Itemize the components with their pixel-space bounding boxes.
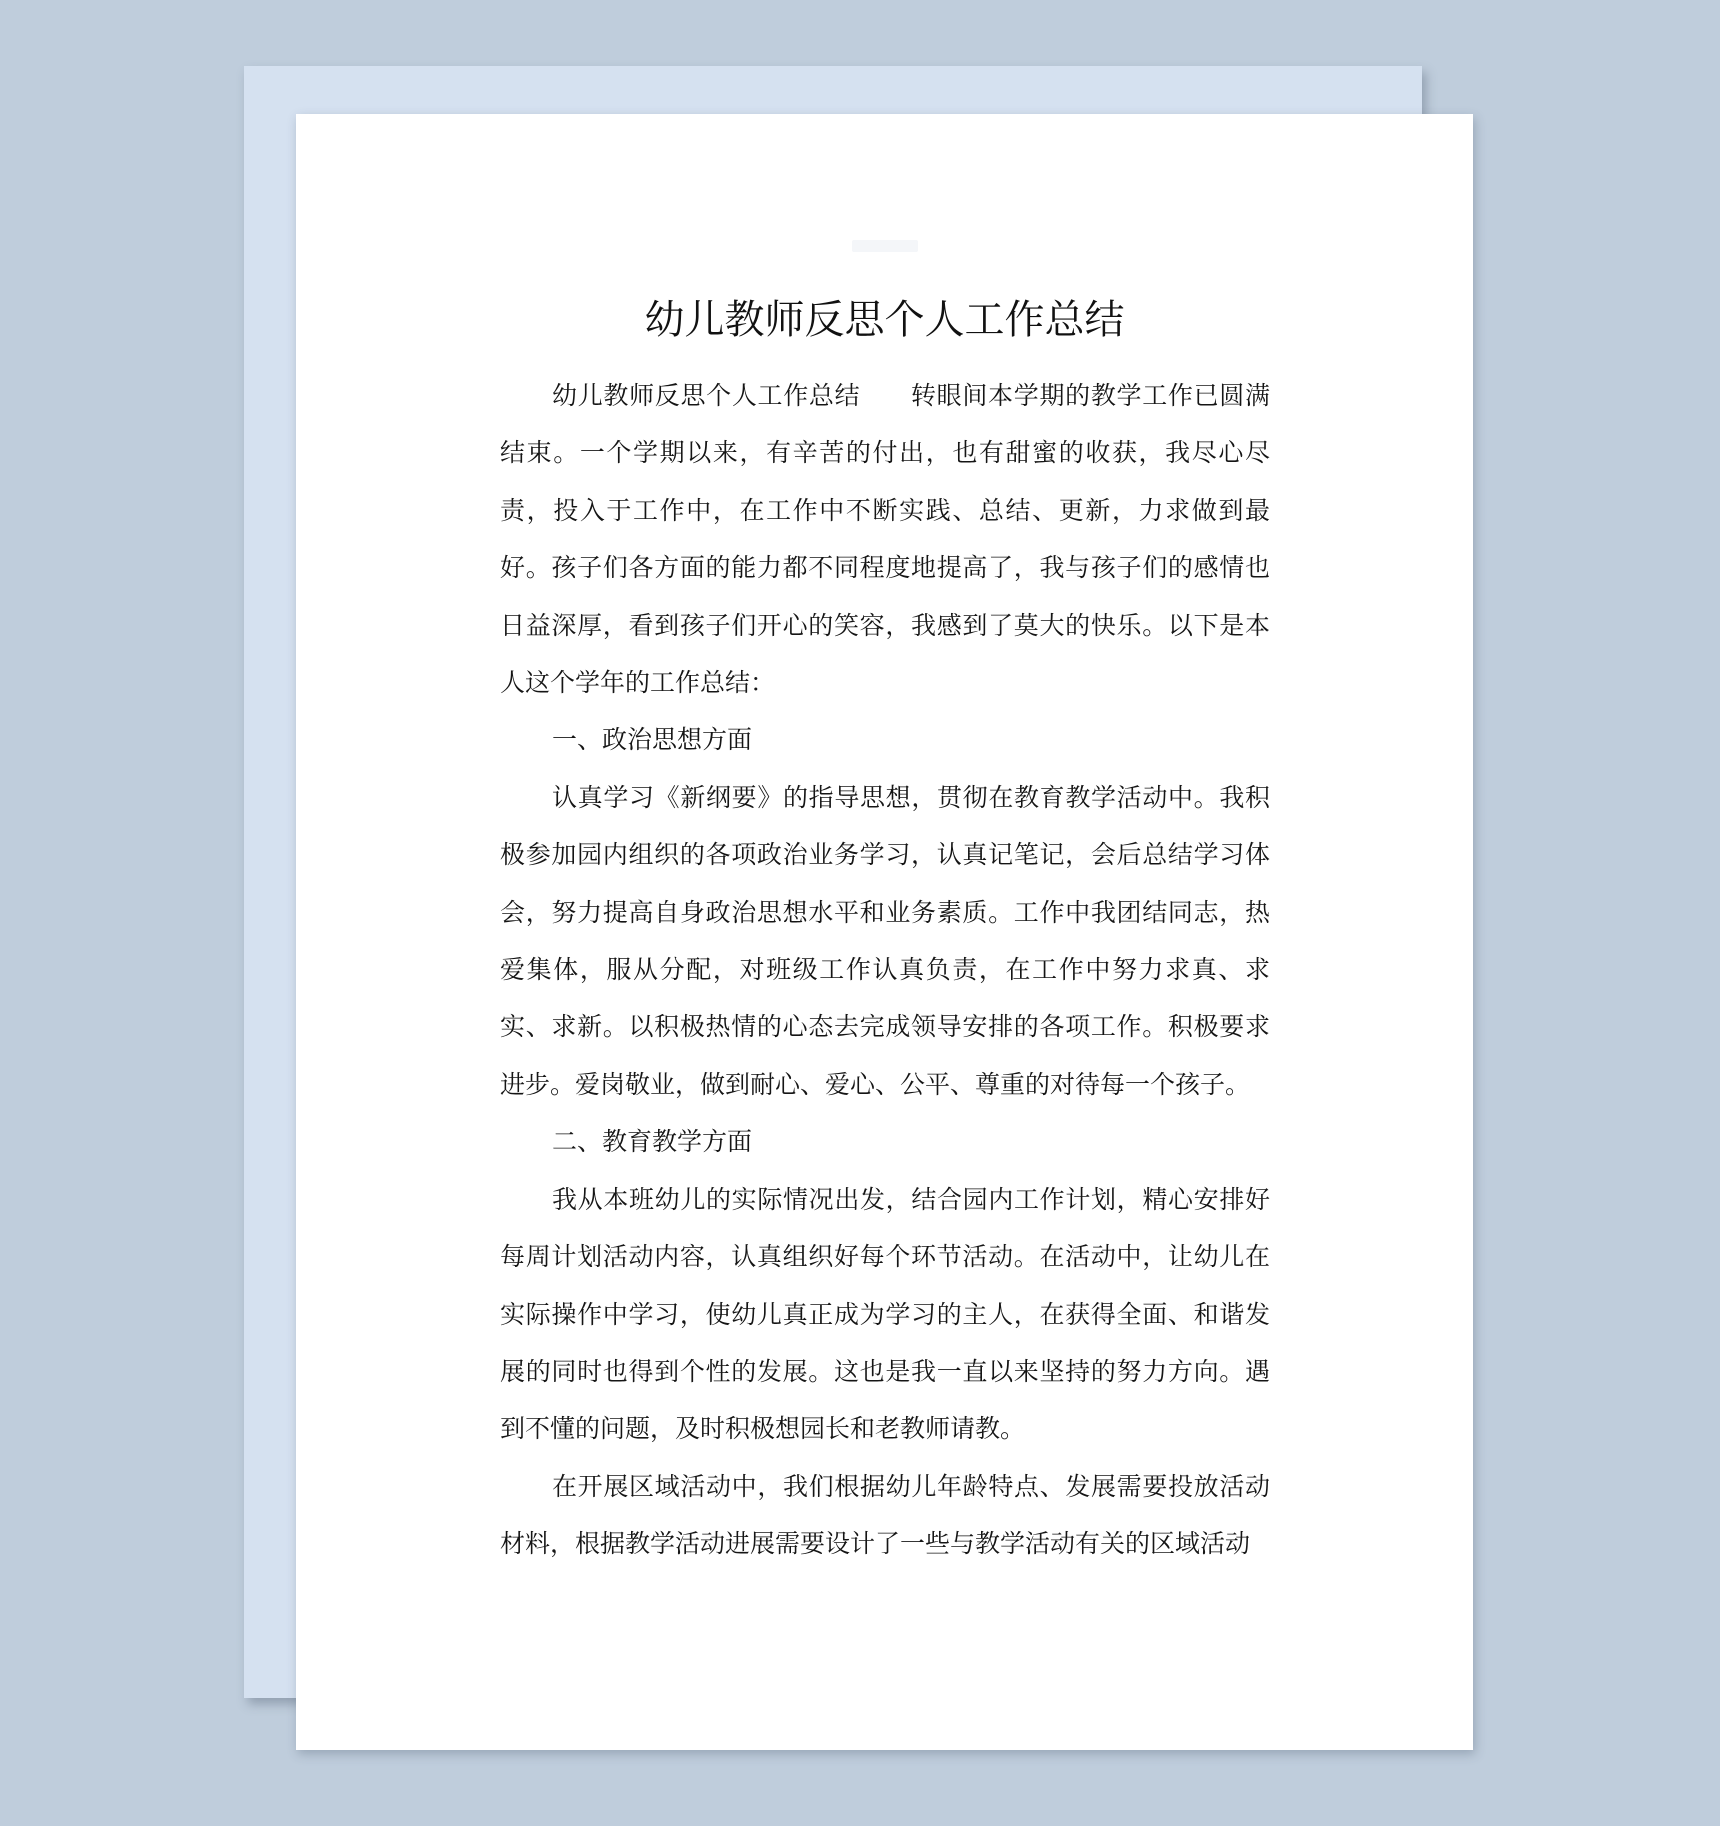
- paragraph-intro: [500, 367, 1270, 711]
- paragraph-politics: 认真学习《新纲要》的指导思想，贯彻在教育教学活动中。我积极参加园内组织的各项政治业务学习，认真记笔记，会后总结学习体会，努力提高自身政治思想水平和业务素质。工作中我团结同志，热爱集体，服从分配，对班级工作认真负责，在工作中努力求真、求实、求新。以积极热情的心态去完成领导安排的各项工作。积极要求进步。爱岗敬业，做到耐心、爱心、公平、尊重的对待每一个孩子。: [500, 782, 1270, 1099]
- section-heading-teaching: 二、教育教学方面: [552, 1127, 753, 1157]
- document-page: [296, 114, 1473, 1750]
- watermark-mark: [852, 240, 918, 252]
- paragraph-teaching: 我从本班幼儿的实际情况出发，结合园内工作计划，精心安排好每周计划活动内容，认真组织好每个环节活动。在活动中，让幼儿在实际操作中学习，使幼儿真正成为学习的主人，在获得全面、和谐发展的同时也得到个性的发展。这也是我一直以来坚持的努力方向。遇到不懂的问题，及时积极想园长和老教师请教。: [500, 1184, 1270, 1444]
- intro-text: 转眼间本学期的教学工作已圆满结束。一个学期以来，有辛苦的付出，也有甜蜜的收获，我尽心尽责，投入于工作中，在工作中不断实践、总结、更新，力求做到最好。孩子们各方面的能力都不同程度地提高了，我与孩子们的感情也日益深厚，看到孩子们开心的笑容，我感到了莫大的快乐。以下是本人这个学年的工作总结：: [500, 381, 1270, 698]
- intro-lead: 幼儿教师反思个人工作总结: [552, 381, 861, 410]
- paragraph-area-activities: 在开展区域活动中，我们根据幼儿年龄特点、发展需要投放活动材料，根据教学活动进展需要设计了一些与教学活动有关的区域活动: [500, 1471, 1270, 1559]
- document-body: [500, 367, 1270, 1573]
- document-title: 幼儿教师反思个人工作总结: [644, 297, 1125, 343]
- section-heading-politics: 一、政治思想方面: [552, 725, 753, 755]
